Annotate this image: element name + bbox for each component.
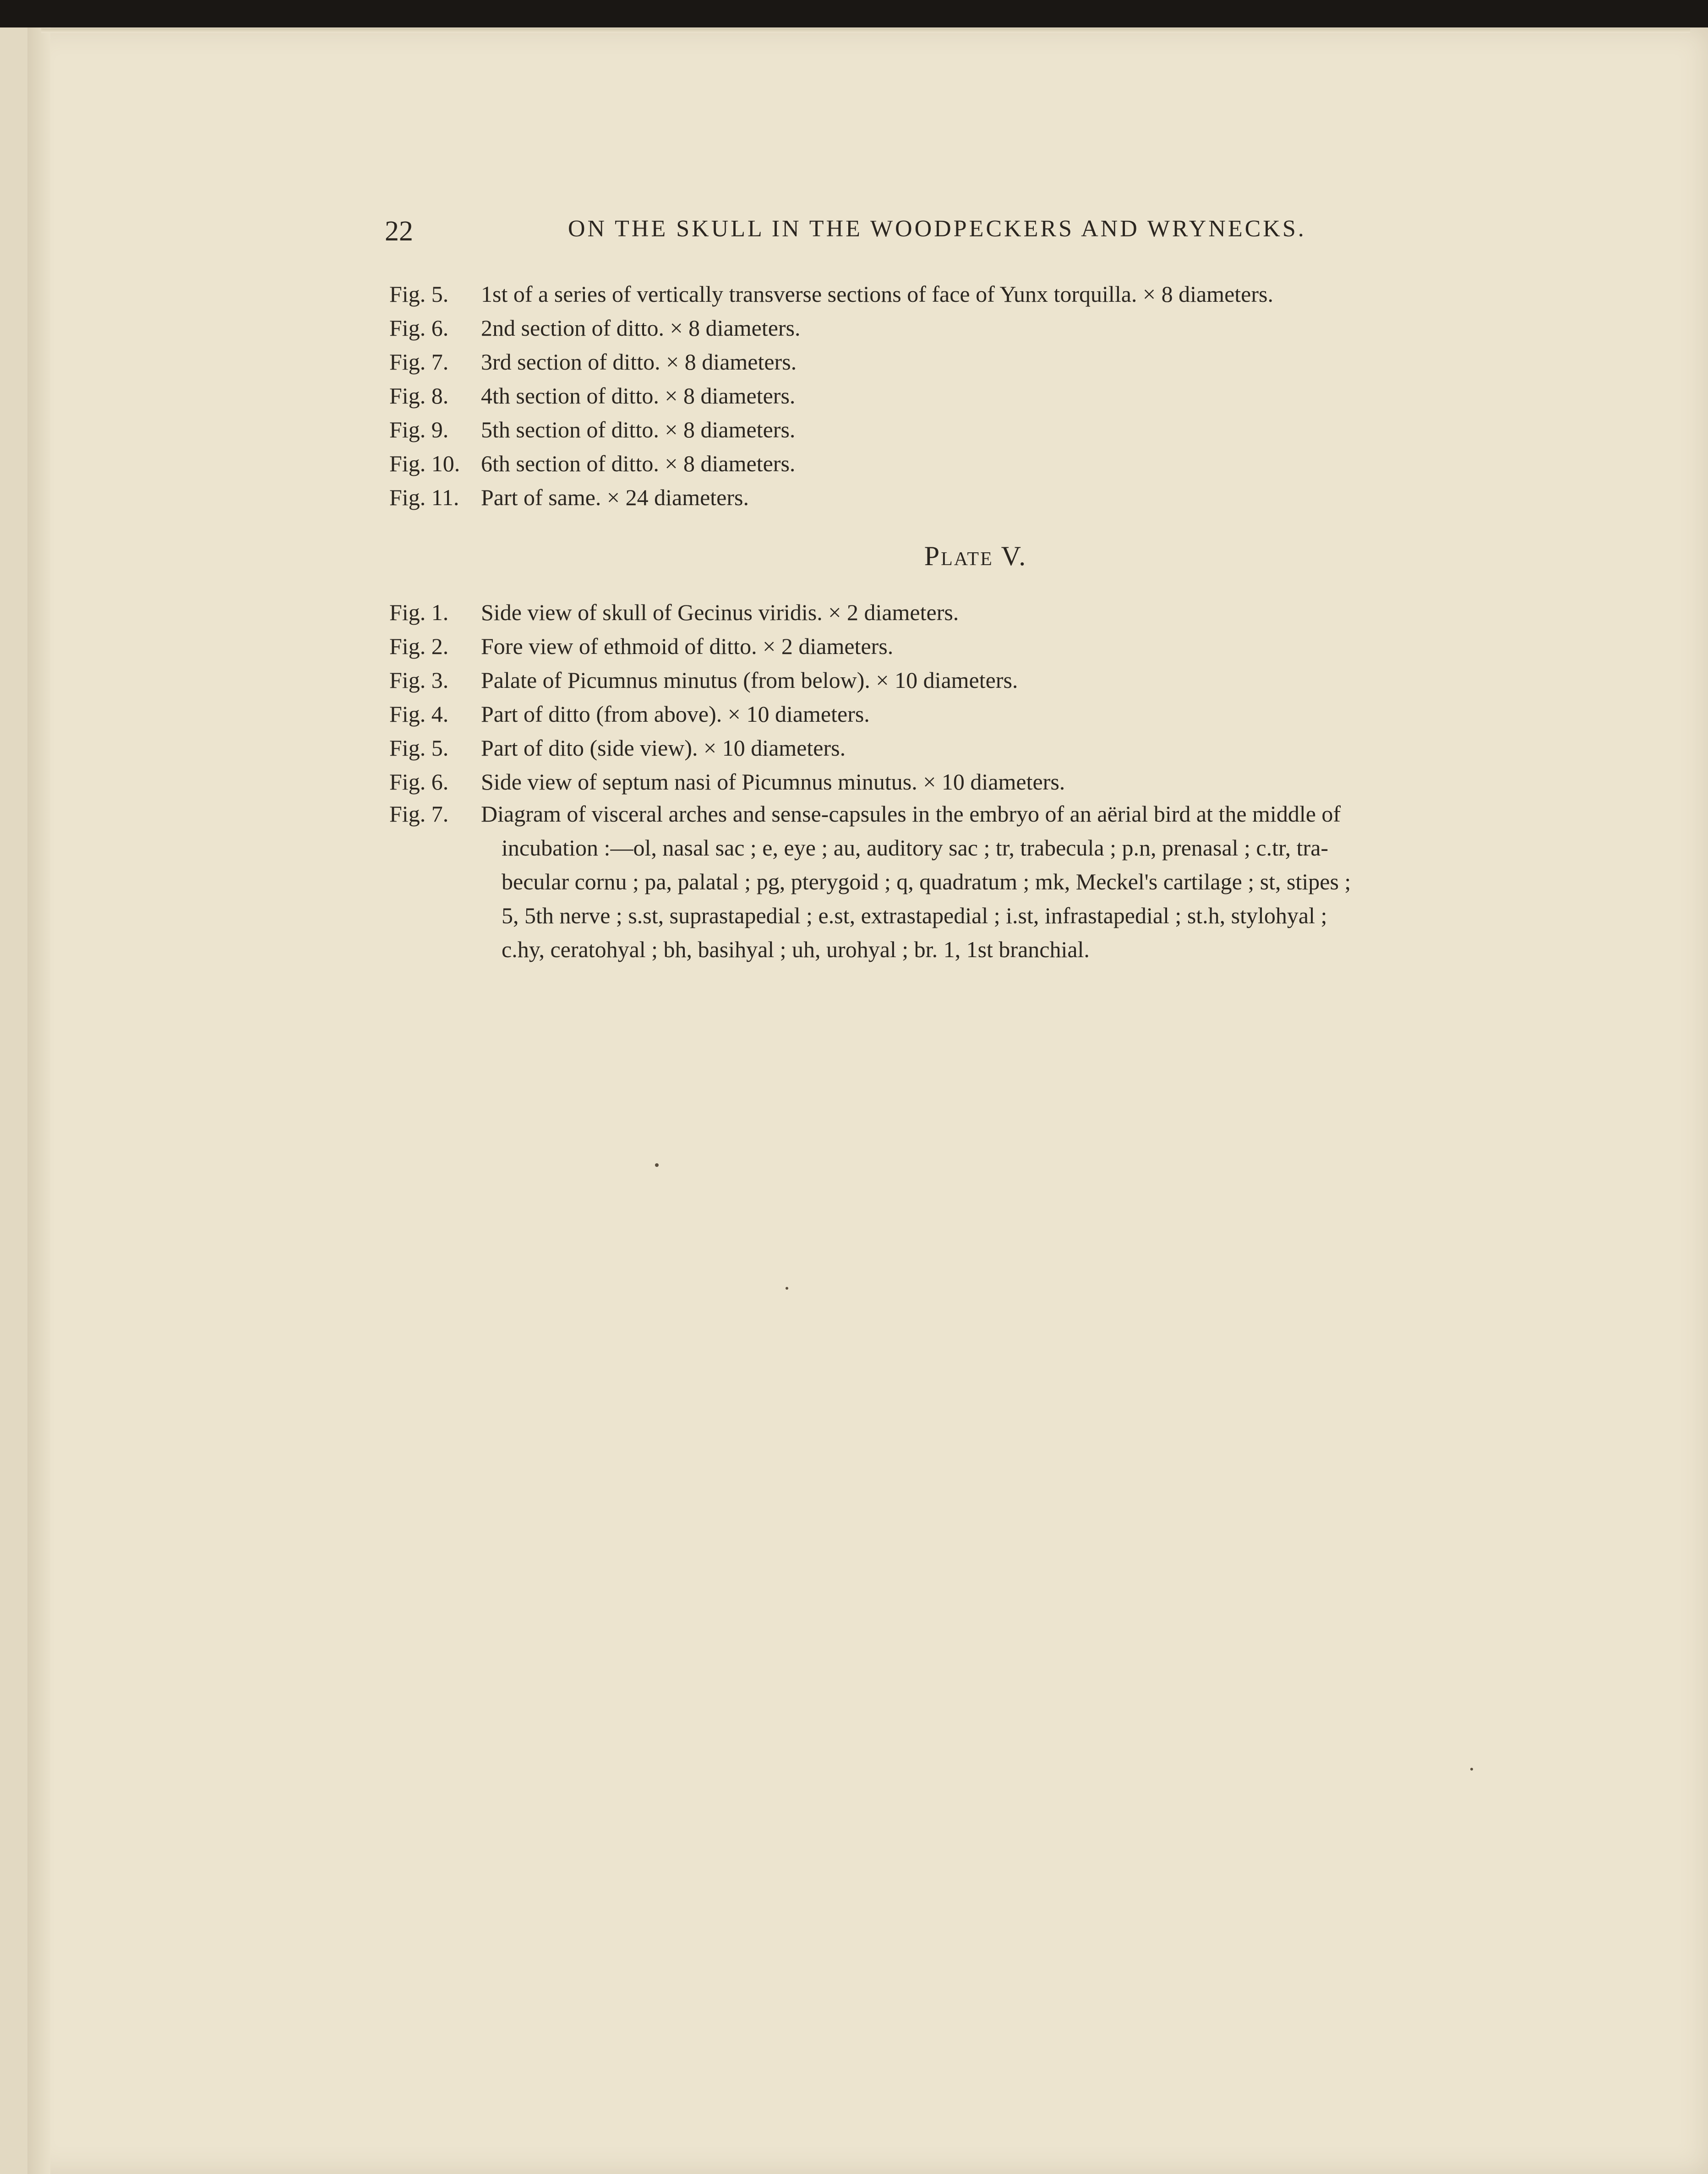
figure-text: 3rd section of ditto. × 8 diameters.: [481, 349, 797, 375]
figure-label: Fig. 1.: [389, 599, 449, 625]
running-head: ON THE SKULL IN THE WOODPECKERS AND WRYNECKS.: [568, 216, 1306, 242]
figure-label: Fig. 11.: [389, 485, 459, 510]
figure-caption: [389, 629, 1562, 663]
figure-text: 2nd section of ditto. × 8 diameters.: [481, 315, 801, 341]
figure-label: Fig. 2.: [389, 633, 449, 659]
figure-label: Fig. 8.: [389, 383, 449, 409]
figure-7-line: c.hy, ceratohyal ; bh, basihyal ; uh, urohyal ; br. 1, 1st branchial.: [502, 937, 1090, 962]
figure-text: Fore view of ethmoid of ditto. × 2 diameters.: [481, 633, 894, 659]
paper-speck: [786, 1287, 788, 1290]
figure-text: 1st of a series of vertically transverse sections of face of Yunx torquilla. × 8 diameters.: [481, 281, 1273, 307]
plate-v-title: Plate V.: [924, 541, 1027, 571]
figure-text: Side view of septum nasi of Picumnus minutus. × 10 diameters.: [481, 769, 1065, 795]
plate-iv-figure-list: [389, 277, 1562, 514]
figure-text: 4th section of ditto. × 8 diameters.: [481, 383, 796, 409]
figure-label: Fig. 7.: [389, 349, 449, 375]
figure-caption: [389, 663, 1562, 697]
figure-caption: [389, 277, 1562, 311]
paper-speck: [655, 1163, 659, 1167]
figure-caption: [389, 595, 1562, 629]
figure-caption: [389, 480, 1562, 514]
figure-text: 6th section of ditto. × 8 diameters.: [481, 451, 796, 476]
figure-caption: [389, 311, 1562, 345]
figure-caption: [389, 765, 1562, 799]
figure-text: Side view of skull of Gecinus viridis. × 2 diameters.: [481, 599, 959, 625]
figure-caption: [389, 447, 1562, 480]
figure-7-line: [389, 797, 1539, 831]
page-top-edge: [41, 28, 1690, 33]
figure-7-line: incubation :—ol, nasal sac ; e, eye ; au, auditory sac ; tr, trabecula ; p.n, prenasal ; c.tr, tra-: [502, 835, 1329, 861]
figure-caption: [389, 731, 1562, 765]
figure-label: Fig. 10.: [389, 451, 460, 476]
figure-text: Palate of Picumnus minutus (from below). × 10 diameters.: [481, 667, 1018, 693]
figure-label: Fig. 5.: [389, 735, 449, 761]
figure-caption: [389, 697, 1562, 731]
figure-7-text: Diagram of visceral arches and sense-capsules in the embryo of an aërial bird at the middle of: [481, 801, 1341, 827]
figure-caption: [389, 379, 1562, 413]
plate-v-figure-list: [389, 595, 1562, 799]
figure-caption: [389, 413, 1562, 447]
page-header: [385, 215, 1557, 261]
figure-7-caption: [389, 797, 1539, 966]
figure-text: Part of same. × 24 diameters.: [481, 485, 749, 510]
paper-speck: [1470, 1768, 1473, 1771]
figure-7-line: becular cornu ; pa, palatal ; pg, pterygoid ; q, quadratum ; mk, Meckel's cartilage ; st, stipes ;: [502, 869, 1351, 894]
figure-label: Fig. 6.: [389, 769, 449, 795]
figure-text: 5th section of ditto. × 8 diameters.: [481, 417, 796, 442]
figure-text: Part of dito (side view). × 10 diameters.: [481, 735, 846, 761]
figure-7-line: 5, 5th nerve ; s.st, suprastapedial ; e.st, extrastapedial ; i.st, infrastapedial ; st.h, stylohyal ;: [502, 903, 1327, 928]
figure-label: Fig. 5.: [389, 281, 449, 307]
figure-label: Fig. 3.: [389, 667, 449, 693]
figure-caption: [389, 345, 1562, 379]
figure-label: Fig. 7.: [389, 801, 449, 827]
page-number: 22: [385, 216, 413, 247]
figure-text: Part of ditto (from above). × 10 diameters.: [481, 701, 870, 727]
figure-label: Fig. 4.: [389, 701, 449, 727]
figure-label: Fig. 9.: [389, 417, 449, 442]
figure-label: Fig. 6.: [389, 315, 449, 341]
